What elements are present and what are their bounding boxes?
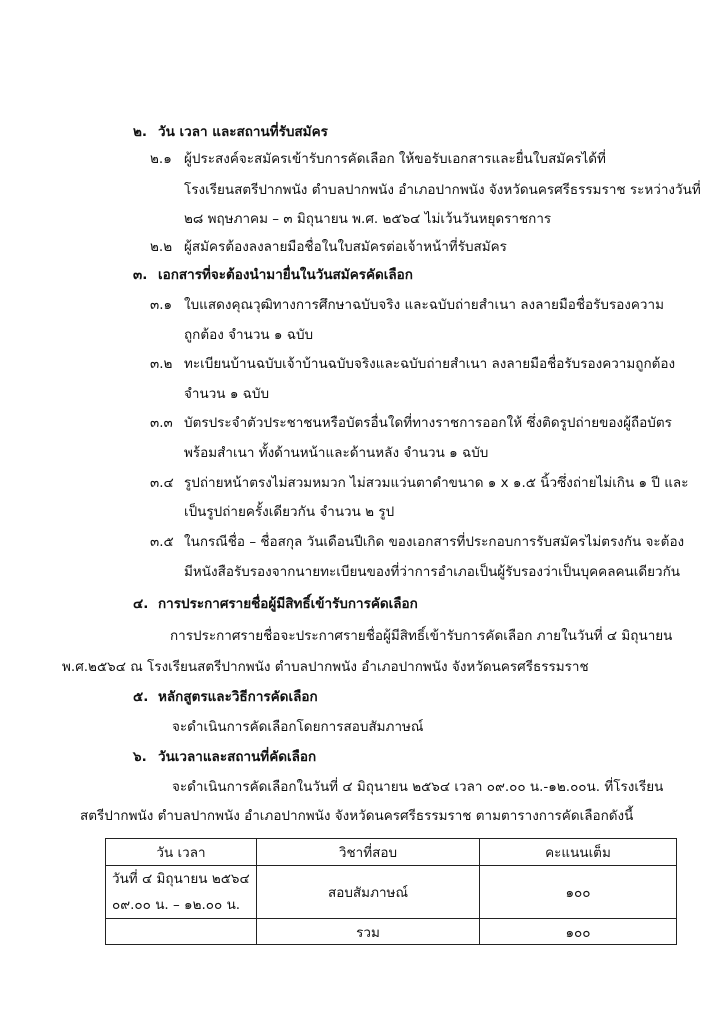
total-score: ๑๐๐ <box>480 919 677 945</box>
row-date: วันที่ ๔ มิถุนายน ๒๕๖๔ <box>112 871 250 887</box>
table-header-row <box>106 839 677 866</box>
section-4-line-2: พ.ศ.๒๕๖๔ ณ โรงเรียนสตรีปากพนัง ตำบลปากพนัง อำเภอปากพนัง จังหวัดนครศรีธรรมราช <box>62 659 589 675</box>
item-2-2-line-1: ผู้สมัครต้องลงลายมือชื่อในใบสมัครต่อเจ้าหน้าที่รับสมัคร <box>184 239 507 255</box>
item-3-4-line-1: รูปถ่ายหน้าตรงไม่สวมหมวก ไม่สวมแว่นตาดำขนาด ๑ x ๑.๕ นิ้วซึ่งถ่ายไม่เกิน ๑ ปี และ <box>184 475 689 491</box>
schedule-table <box>105 838 677 945</box>
item-2-2-number: ๒.๒ <box>150 239 173 255</box>
row-date-time-cell <box>106 866 257 919</box>
section-4-heading: การประกาศรายชื่อผู้มีสิทธิ์เข้ารับการคัดเลือก <box>158 596 418 612</box>
item-2-1-number: ๒.๑ <box>150 151 172 167</box>
item-3-5-line-1: ในกรณีชื่อ – ชื่อสกุล วันเดือนปีเกิด ของเอกสารที่ประกอบการรับสมัครไม่ตรงกัน จะต้อง <box>184 534 685 550</box>
row-time: ๐๙.๐๐ น. – ๑๒.๐๐ น. <box>112 897 241 913</box>
header-date-time: วัน เวลา <box>106 839 257 866</box>
section-5-number: ๕. <box>133 689 149 705</box>
total-empty-cell <box>106 919 257 945</box>
section-3-number: ๓. <box>133 267 148 283</box>
section-6-line-2: สตรีปากพนัง ตำบลปากพนัง อำเภอปากพนัง จังหวัดนครศรีธรรมราช ตามตารางการคัดเลือกดังนี้ <box>80 808 634 824</box>
section-5-heading: หลักสูตรและวิธีการคัดเลือก <box>158 689 318 705</box>
item-3-5-line-2: มีหนังสือรับรองจากนายทะเบียนของที่ว่าการอำเภอเป็นผู้รับรองว่าเป็นบุคคลคนเดียวกัน <box>184 564 680 580</box>
item-3-3-number: ๓.๓ <box>150 415 173 431</box>
item-3-3-line-1: บัตรประจำตัวประชาชนหรือบัตรอื่นใดที่ทางราชการออกให้ ซึ่งติดรูปถ่ายของผู้ถือบัตร <box>184 415 672 431</box>
item-3-3-line-2: พร้อมสำเนา ทั้งด้านหน้าและด้านหลัง จำนวน ๑ ฉบับ <box>184 445 489 461</box>
total-label: รวม <box>257 919 480 945</box>
section-6-heading: วันเวลาและสถานที่คัดเลือก <box>158 749 317 765</box>
section-4-number: ๔. <box>133 596 149 612</box>
item-3-1-number: ๓.๑ <box>150 297 173 313</box>
item-3-4-number: ๓.๔ <box>150 475 174 491</box>
section-5-line-1: จะดำเนินการคัดเลือกโดยการสอบสัมภาษณ์ <box>172 719 424 735</box>
section-3-heading: เอกสารที่จะต้องนำมายื่นในวันสมัครคัดเลือก <box>158 267 413 283</box>
item-3-4-line-2: เป็นรูปถ่ายครั้งเดียวกัน จำนวน ๒ รูป <box>184 504 395 520</box>
item-3-5-number: ๓.๕ <box>150 534 174 550</box>
section-6-number: ๖. <box>133 749 147 765</box>
header-full-score: คะแนนเต็ม <box>480 839 677 866</box>
item-3-1-line-1: ใบแสดงคุณวุฒิทางการศึกษาฉบับจริง และฉบับถ่ายสำเนา ลงลายมือชื่อรับรองความ <box>184 297 664 313</box>
section-6-line-1: จะดำเนินการคัดเลือกในวันที่ ๔ มิถุนายน ๒๕๖๔ เวลา ๐๙.๐๐ น.-๑๒.๐๐น. ที่โรงเรียน <box>172 779 664 795</box>
item-2-1-line-1: ผู้ประสงค์จะสมัครเข้ารับการคัดเลือก ให้ขอรับเอกสารและยื่นใบสมัครได้ที่ <box>184 151 606 167</box>
header-subject: วิชาที่สอบ <box>257 839 480 866</box>
item-3-2-line-1: ทะเบียนบ้านฉบับเจ้าบ้านฉบับจริงและฉบับถ่ายสำเนา ลงลายมือชื่อรับรองความถูกต้อง <box>184 356 676 372</box>
table-row <box>106 866 677 919</box>
item-3-2-number: ๓.๒ <box>150 356 173 372</box>
section-2-heading: วัน เวลา และสถานที่รับสมัคร <box>158 124 328 140</box>
section-4-line-1: การประกาศรายชื่อจะประกาศรายชื่อผู้มีสิทธิ์เข้ารับการคัดเลือก ภายในวันที่ ๔ มิถุนายน <box>170 628 673 644</box>
section-2-number: ๒. <box>133 124 148 140</box>
row-score: ๑๐๐ <box>480 866 677 919</box>
item-3-2-line-2: จำนวน ๑ ฉบับ <box>184 386 270 402</box>
item-2-1-line-2: โรงเรียนสตรีปากพนัง ตำบลปากพนัง อำเภอปากพนัง จังหวัดนครศรีธรรมราช ระหว่างวันที่ <box>184 182 701 198</box>
item-3-1-line-2: ถูกต้อง จำนวน ๑ ฉบับ <box>184 327 314 343</box>
item-2-1-line-3: ๒๘ พฤษภาคม – ๓ มิถุนายน พ.ศ. ๒๕๖๔ ไม่เว้นวันหยุดราชการ <box>184 211 552 227</box>
table-total-row <box>106 919 677 945</box>
row-subject: สอบสัมภาษณ์ <box>257 866 480 919</box>
